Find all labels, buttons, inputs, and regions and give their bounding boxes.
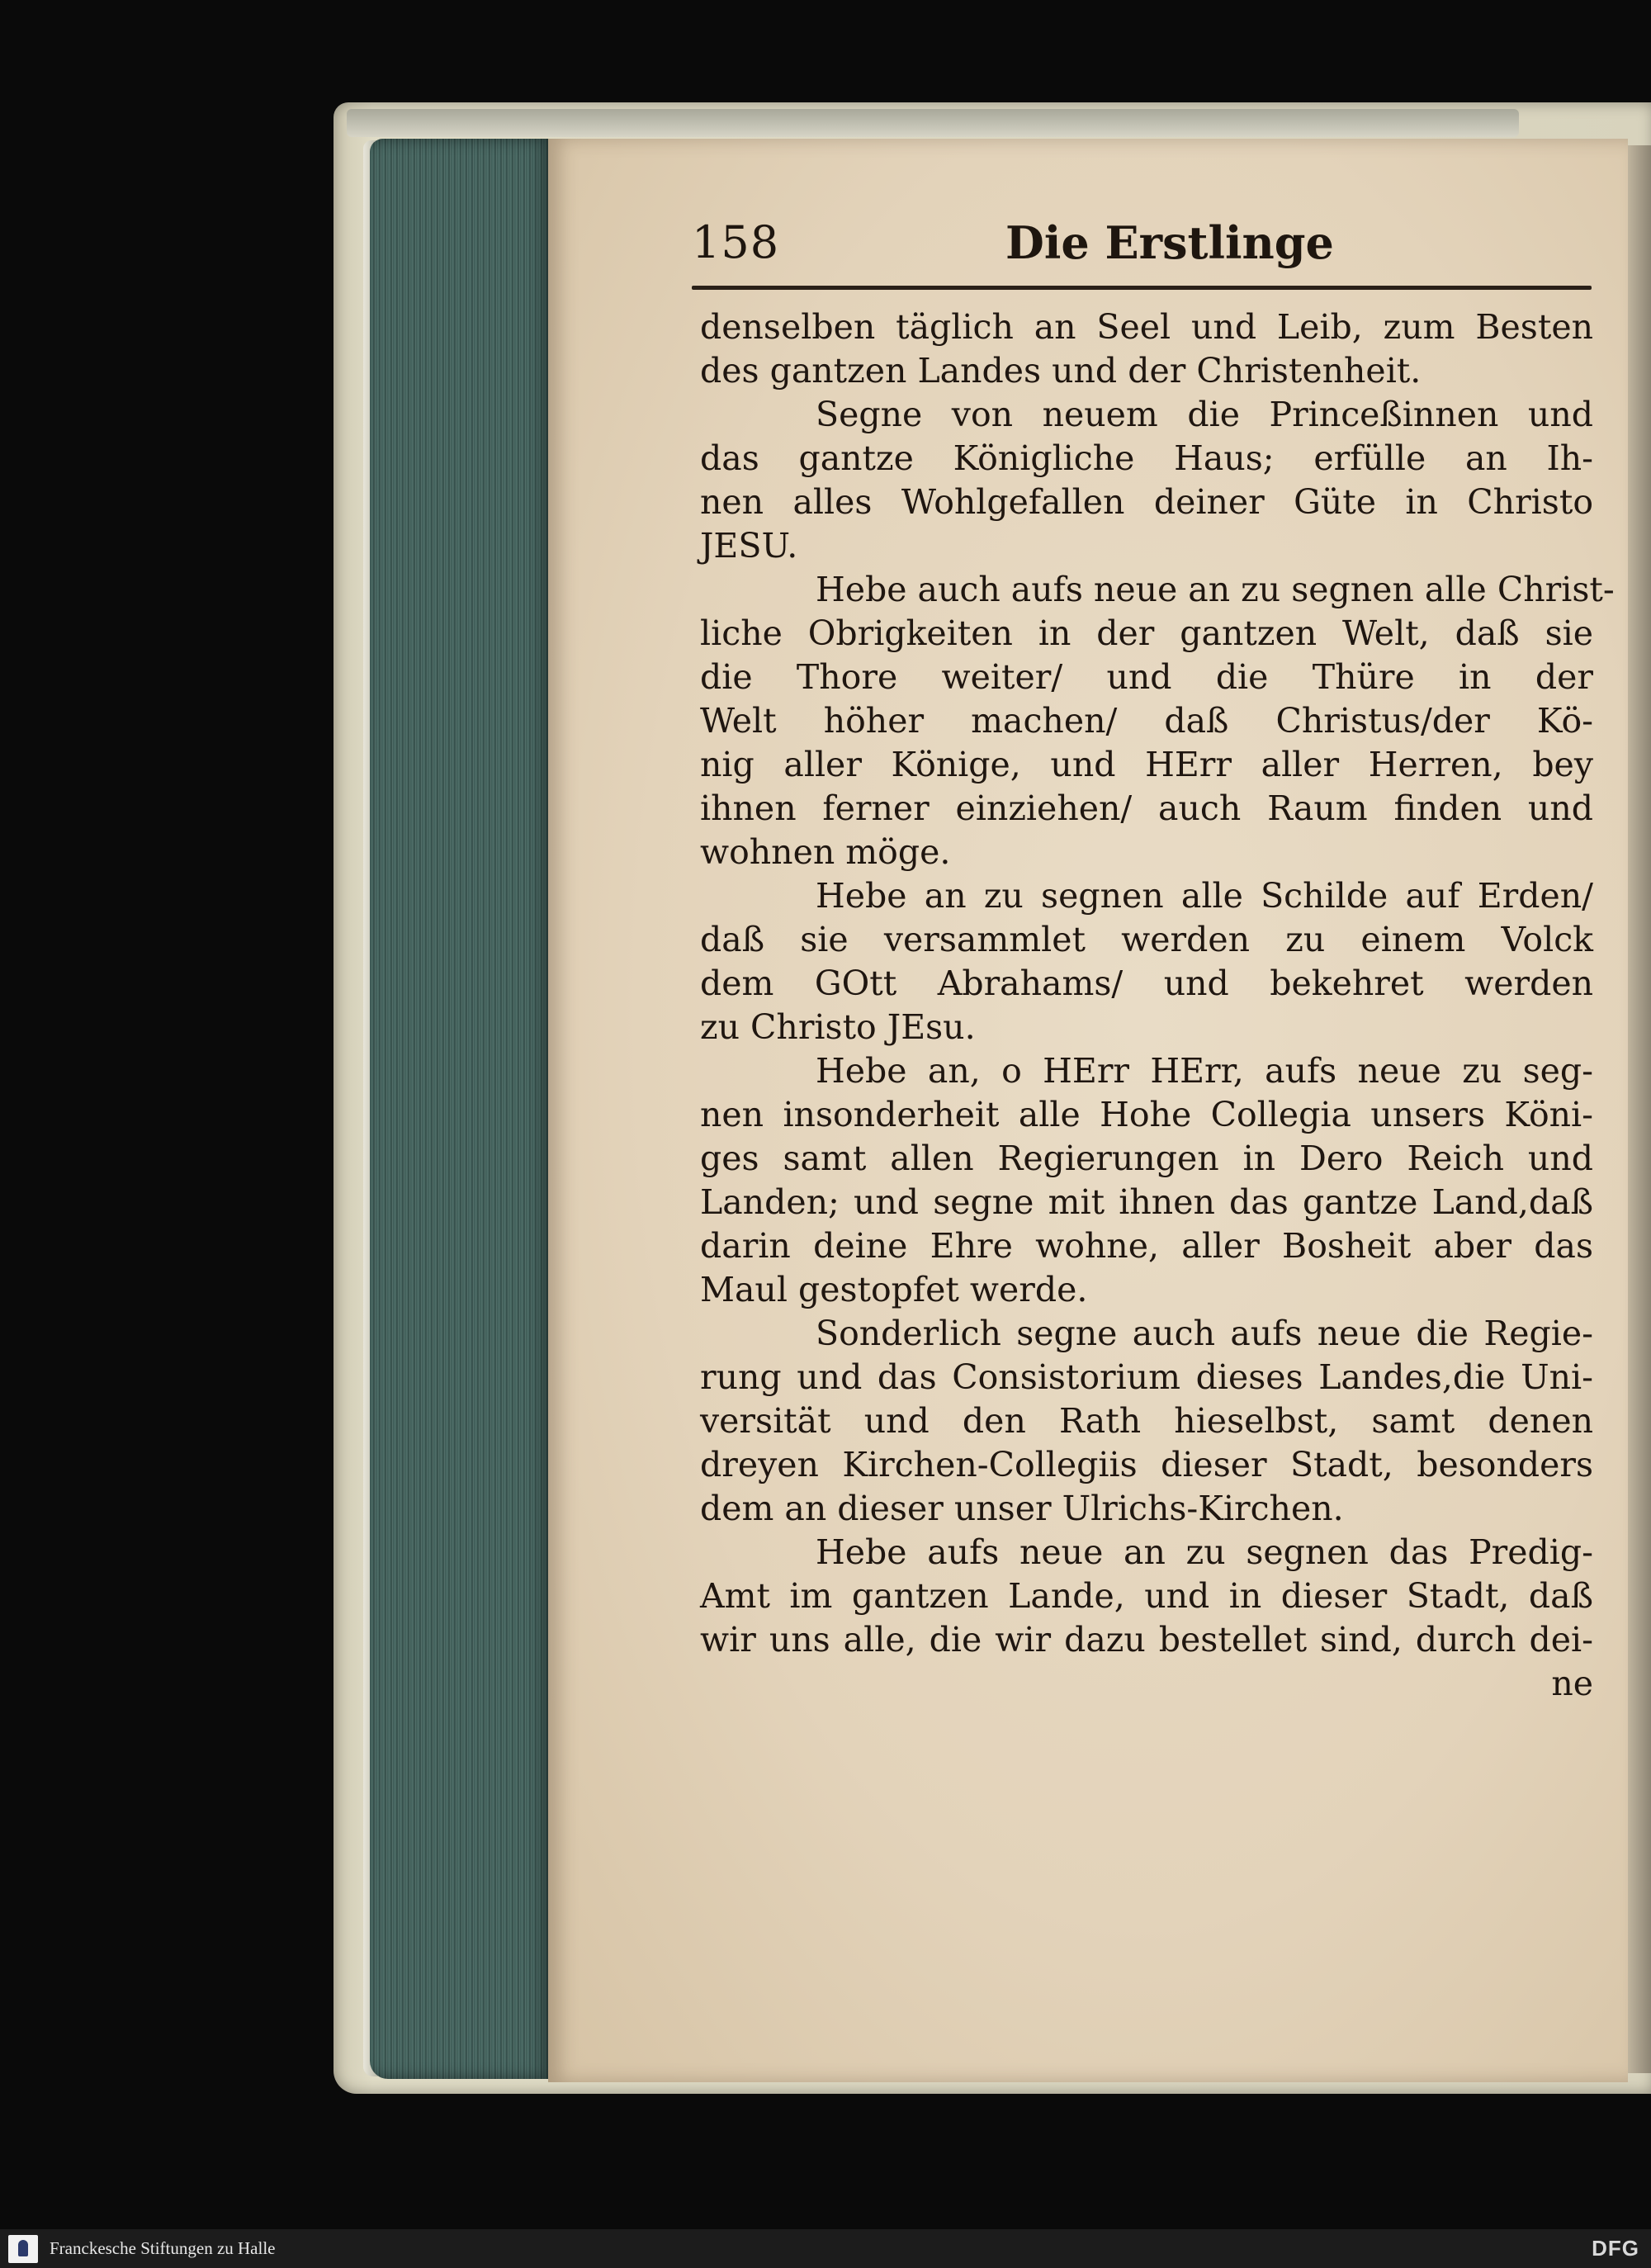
- text-line: das gantze Königliche Haus; erfülle an Ih-: [700, 438, 1593, 478]
- page-edges: [370, 139, 551, 2079]
- text-line: die Thore weiter/ und die Thüre in der: [700, 657, 1593, 697]
- text-line: JESU.: [700, 526, 798, 566]
- text-line: Sonderlich segne auch aufs neue die Regie-: [816, 1314, 1593, 1353]
- institution-name: Franckesche Stiftungen zu Halle: [50, 2238, 276, 2258]
- page-gutter: [1628, 145, 1651, 2073]
- text-line: rung und das Consistorium dieses Landes,die Uni-: [700, 1357, 1593, 1397]
- text-line: Hebe an zu segnen alle Schilde auf Erden/: [816, 876, 1593, 916]
- text-line: ges samt allen Regierungen in Dero Reich und: [700, 1139, 1593, 1178]
- text-line: dreyen Kirchen-Collegiis dieser Stadt, besonders: [700, 1445, 1593, 1484]
- text-line: nen alles Wohlgefallen deiner Güte in Christo: [700, 482, 1593, 522]
- text-line: zu Christo JEsu.: [700, 1007, 976, 1047]
- text-line: nig aller Könige, und HErr aller Herren, bey: [700, 745, 1593, 784]
- text-line: Welt höher machen/ daß Christus/der Kö-: [700, 701, 1593, 741]
- text-line: Amt im gantzen Lande, und in dieser Stadt, daß: [700, 1576, 1593, 1616]
- text-line: Landen; und segne mit ihnen das gantze Land,daß: [700, 1182, 1593, 1222]
- text-line: Segne von neuem die Princeßinnen und: [816, 395, 1593, 434]
- viewer-footer: [0, 2229, 1651, 2268]
- text-line: Hebe an, o HErr HErr, aufs neue zu seg-: [816, 1051, 1593, 1091]
- text-line: Hebe aufs neue an zu segnen das Predig-: [816, 1532, 1593, 1572]
- text-line: nen insonderheit alle Hohe Collegia unsers Köni-: [700, 1095, 1593, 1134]
- cover-top-edge: [347, 109, 1519, 137]
- page-header: [692, 216, 1592, 274]
- institution-logo-icon: [8, 2235, 38, 2263]
- text-line: denselben täglich an Seel und Leib, zum Besten: [700, 307, 1593, 347]
- text-line: liche Obrigkeiten in der gantzen Welt, daß sie: [700, 613, 1593, 653]
- dfg-logo: DFG: [1592, 2236, 1639, 2261]
- text-line: wir uns alle, die wir dazu bestellet sind, durch dei-: [700, 1620, 1593, 1660]
- text-line: Hebe auch aufs neue an zu segnen alle Christ-: [816, 570, 1615, 609]
- text-line: darin deine Ehre wohne, aller Bosheit aber das: [700, 1226, 1593, 1266]
- text-line: daß sie versammlet werden zu einem Volck: [700, 920, 1593, 959]
- text-line: Maul gestopfet werde.: [700, 1270, 1088, 1309]
- text-line: dem GOtt Abrahams/ und bekehret werden: [700, 964, 1593, 1003]
- text-line: dem an dieser unser Ulrichs-Kirchen.: [700, 1489, 1344, 1528]
- text-line: des gantzen Landes und der Christenheit.: [700, 351, 1422, 391]
- running-title: Die Erstlinge: [1005, 216, 1334, 269]
- catchword: ne: [1551, 1664, 1593, 1703]
- text-line: versität und den Rath hieselbst, samt denen: [700, 1401, 1593, 1441]
- page-number: 158: [692, 216, 780, 268]
- text-line: ihnen ferner einziehen/ auch Raum finden und: [700, 788, 1593, 828]
- body-text: [700, 305, 1615, 1706]
- header-rule: [692, 286, 1592, 290]
- text-line: wohnen möge.: [700, 832, 951, 872]
